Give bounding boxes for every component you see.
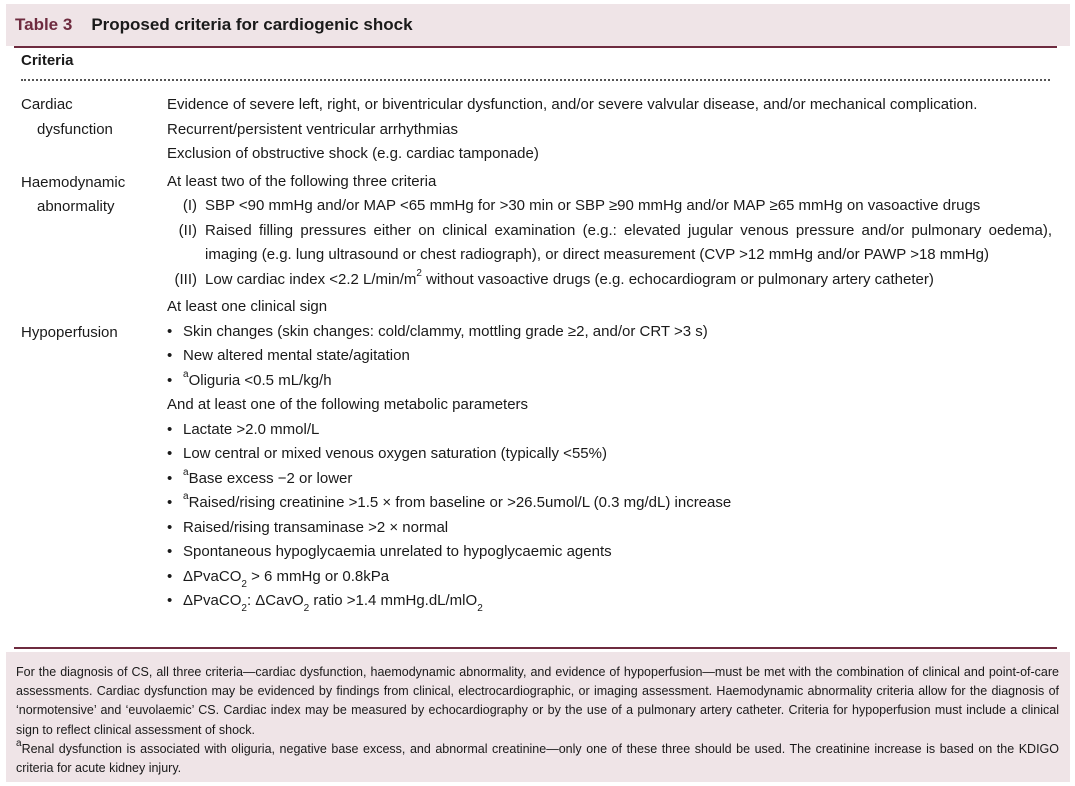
criterion-number: (I) bbox=[182, 197, 197, 214]
criteria-line: Exclusion of obstructive shock (e.g. cardiac tamponade) bbox=[167, 145, 539, 162]
footer-notes bbox=[16, 663, 1059, 778]
numbered-criterion bbox=[167, 219, 1052, 268]
table-title: Proposed criteria for cardiogenic shock bbox=[91, 15, 413, 34]
criterion-number: (II) bbox=[178, 221, 197, 239]
footnote-a: $^a$Renal dysfunction is associated with oliguria, negative base excess, and abnormal creatinine—only one of these three should be used. The creatinine increase is based on the KDIGO criteria for acute kidney injury. bbox=[16, 737, 1059, 776]
list-item: • $^a$Base excess −2 or lower bbox=[167, 466, 353, 487]
criterion-text: SBP <90 mmHg and/or MAP <65 mmHg for >30 min or SBP ≥90 mmHg and/or MAP ≥65 mmHg on vasoactive drugs bbox=[205, 197, 981, 214]
criteria-line: Evidence of severe left, right, or biventricular dysfunction, and/or severe valvular disease, and/or mechanical complication. bbox=[167, 96, 978, 113]
cardiac-dysfunction-block bbox=[167, 93, 1052, 167]
label-hypoperfusion: Hypoperfusion bbox=[21, 323, 118, 341]
list-item: • ΔPvaCO$_2$ > 6 mmHg or 0.8kPa bbox=[167, 567, 390, 590]
criterion-text: Low cardiac index <2.2 $L/\min/m^2$ without vasoactive drugs (e.g. echocardiogram or pulmonary artery catheter) bbox=[205, 267, 934, 288]
haemodynamic-block bbox=[167, 170, 1052, 293]
criteria-content bbox=[167, 93, 1052, 614]
list-item: • $^a$Raised/rising creatinine >1.5 × from baseline or >26.5umol/L (0.3 mg/dL) increase bbox=[167, 491, 732, 511]
list-item: • New altered mental state/agitation bbox=[167, 347, 410, 364]
top-rule bbox=[14, 46, 1057, 48]
table-number: Table 3 bbox=[15, 15, 73, 34]
header-dotted-rule bbox=[21, 79, 1050, 81]
criterion-number: (III) bbox=[174, 270, 197, 288]
label-cardiac-dysfunction: Cardiac dysfunction bbox=[21, 96, 113, 138]
list-item: • Spontaneous hypoglycaemia unrelated to hypoglycaemic agents bbox=[167, 543, 612, 560]
list-item: • Skin changes (skin changes: cold/clammy, mottling grade ≥2, and/or CRT >3 s) bbox=[167, 322, 708, 340]
criteria-intro: At least two of the following three criteria bbox=[167, 172, 437, 190]
list-item: • Low central or mixed venous oxygen saturation (typically <55%) bbox=[167, 445, 607, 462]
table-footer bbox=[6, 652, 1070, 782]
criteria-intro: And at least one of the following metabolic parameters bbox=[167, 396, 529, 413]
criterion-text: Raised filling pressures either on clinical examination (e.g.: elevated jugular venous pressure and/or pulmonary oedema), imaging (e.g. lung ultrasound or chest radiograph), or direct measurement (CVP >12 mmHg and/or PAWP >18 mmHg) bbox=[205, 221, 1052, 263]
hypoperfusion-block bbox=[167, 295, 1052, 614]
criteria-line: Recurrent/persistent ventricular arrhythmias bbox=[167, 120, 458, 138]
table-title-bar bbox=[6, 4, 1070, 46]
list-item: • ΔPvaCO$_2$: ΔCavO$_2$ ratio >1.4 mmHg.dL/mlO$_2$ bbox=[167, 592, 483, 614]
bottom-rule bbox=[14, 647, 1057, 649]
label-haemodynamic-abnormality: Haemodynamic abnormality bbox=[21, 173, 126, 215]
list-item: • Raised/rising transaminase >2 × normal bbox=[167, 518, 449, 536]
criteria-intro: At least one clinical sign bbox=[167, 298, 328, 315]
numbered-criterion bbox=[167, 194, 1052, 219]
column-header: Criteria bbox=[21, 52, 74, 69]
numbered-criterion bbox=[167, 268, 1052, 293]
footer-note: For the diagnosis of CS, all three criteria—cardiac dysfunction, haemodynamic abnormality, and evidence of hypoperfusion—must be met with the combination of clinical and point-of-care assessments. Cardiac dysfunction may be evidenced by findings from clinical, electrocardiographic, or imaging assessment. Haemodynamic abnormality criteria allow for the diagnosis of ‘normotensive’ and ‘euvolaemic’ CS. Cardiac index may be measured by echocardiography or by the use of a pulmonary artery catheter. Criteria for hypoperfusion must include a clinical sign to reflect clinical assessment of shock. bbox=[16, 665, 1059, 737]
list-item: • Lactate >2.0 mmol/L bbox=[167, 420, 320, 438]
list-item: • $^a$Oliguria <0.5 mL/kg/h bbox=[167, 368, 332, 389]
